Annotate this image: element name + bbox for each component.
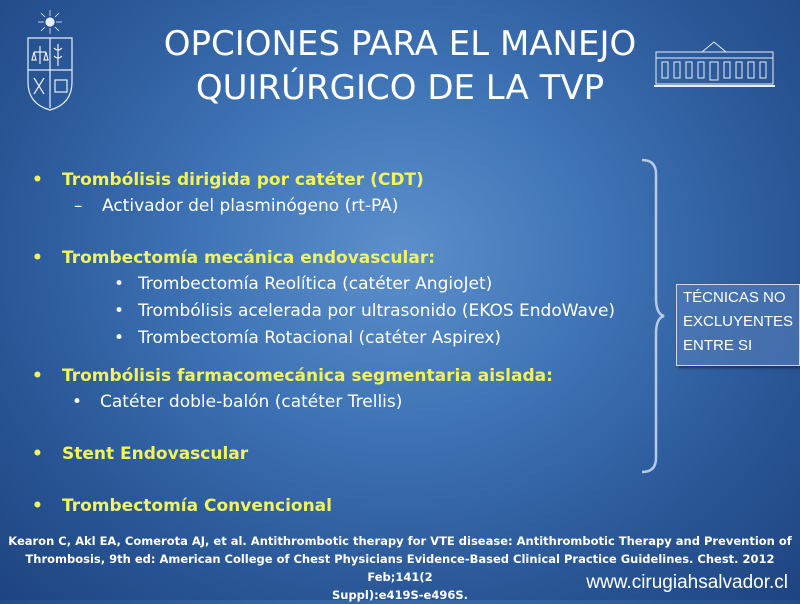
list-item: Stent Endovascular	[62, 444, 249, 464]
bullet-marker: •	[114, 328, 125, 348]
bullet-marker: •	[32, 444, 43, 464]
callout-line-1: TÉCNICAS NO	[683, 289, 786, 306]
bullet-marker: •	[32, 496, 43, 516]
slide-title-line-1: OPCIONES PARA EL MANEJO	[163, 24, 637, 64]
callout-box	[676, 284, 800, 366]
list-item: Trombólisis farmacomecánica segmentaria aislada:	[62, 366, 553, 386]
bullet-marker: •	[32, 248, 43, 268]
list-item: Activador del plasminógeno (rt-PA)	[102, 196, 399, 216]
slide-title-line-2: QUIRÚRGICO DE LA TVP	[195, 68, 605, 108]
list-item: Catéter doble-balón (catéter Trellis)	[100, 392, 403, 412]
citation-line-3: Suppl):e419S-e496S.	[331, 588, 469, 602]
list-item: Trombectomía mecánica endovascular:	[62, 248, 436, 268]
list-item: Trombectomía Convencional	[62, 496, 332, 516]
list-item: Trombectomía Reolítica (catéter AngioJet)	[138, 274, 493, 294]
callout-line-2: EXCLUYENTES	[683, 313, 794, 330]
list-item: Trombólisis acelerada por ultrasonido (EKOS EndoWave)	[138, 301, 616, 321]
bullet-marker: •	[114, 301, 125, 321]
website-url: www.cirugiahsalvador.cl	[586, 572, 788, 593]
bullet-marker: •	[72, 392, 83, 412]
citation-line-2: Thrombosis, 9th ed: American College of Chest Physicians Evidence-Based Clinical Practice Guidelines. Chest. 2012 Feb;141(2	[25, 552, 775, 584]
bullet-marker: •	[32, 366, 43, 386]
callout-line-3: ENTRE SI	[683, 337, 753, 354]
list-item: Trombólisis dirigida por catéter (CDT)	[62, 170, 424, 190]
right-bracket-icon	[638, 158, 666, 474]
dash-marker: –	[74, 196, 83, 216]
bullet-marker: •	[114, 274, 125, 294]
list-item: Trombectomía Rotacional (catéter Aspirex)	[138, 328, 502, 348]
bullet-marker: •	[32, 170, 43, 190]
citation-line-1: Kearon C, Akl EA, Comerota AJ, et al. Antithrombotic therapy for VTE disease: Antithrombotic Therapy and Prevention of	[8, 534, 792, 548]
